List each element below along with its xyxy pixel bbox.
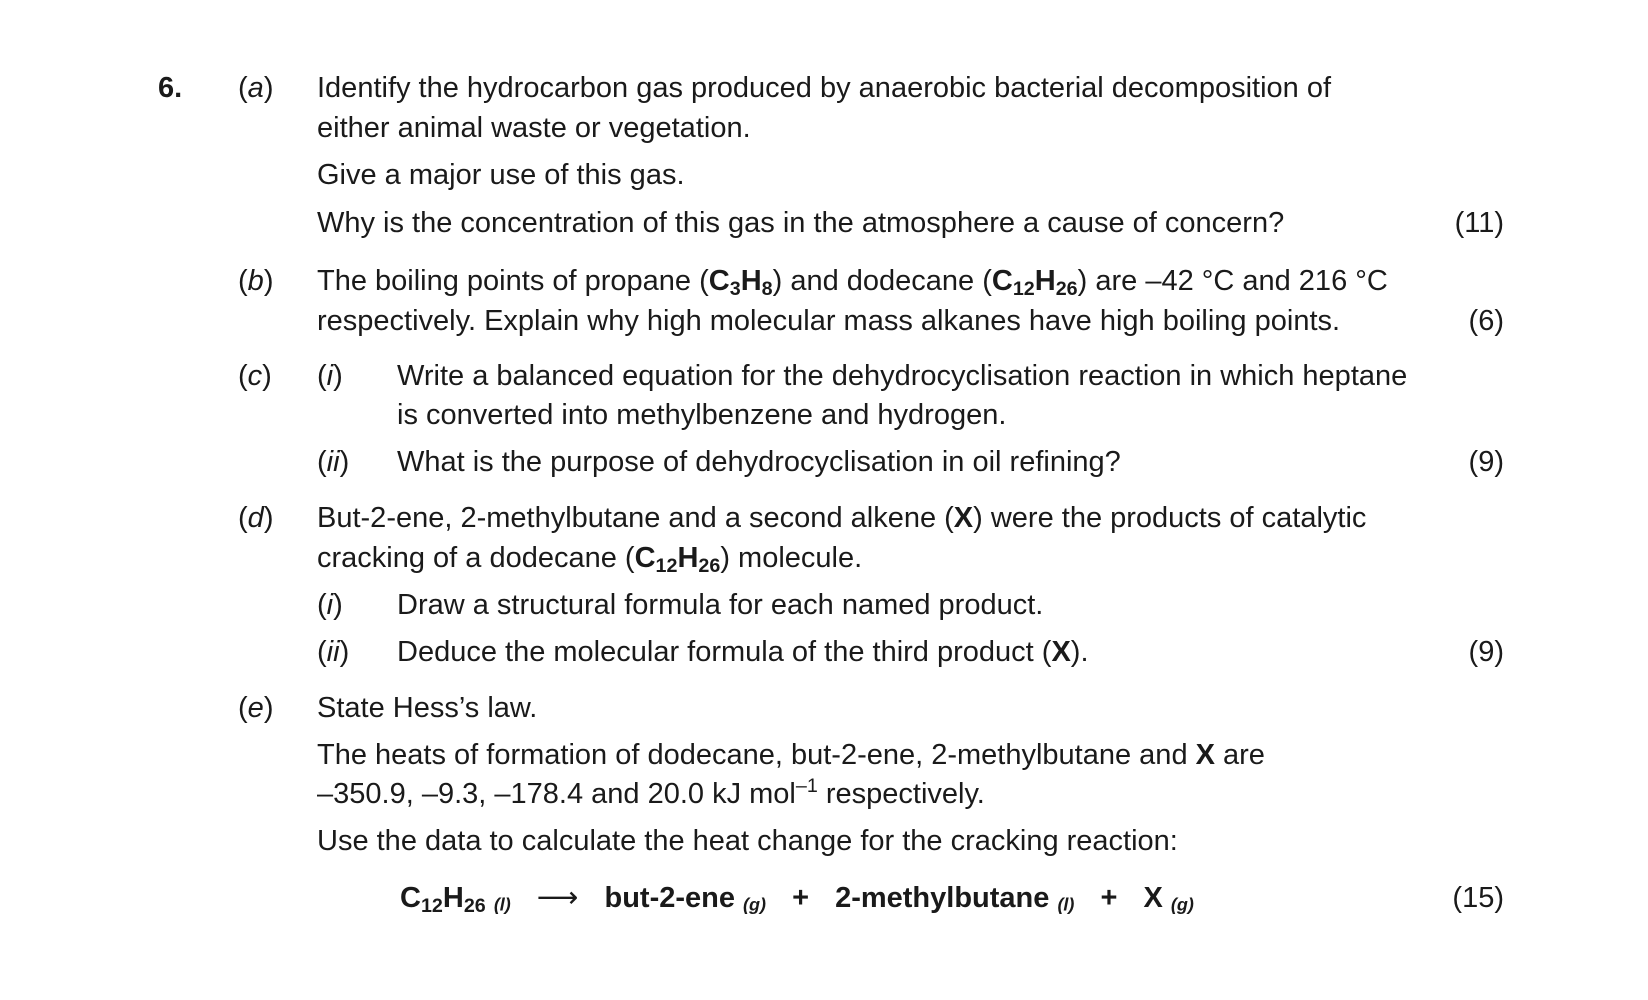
part-a-line-1: Identify the hydrocarbon gas produced by anaerobic bacterial decomposition of — [317, 72, 1332, 104]
dodecane-h-sub: 26 — [1055, 277, 1078, 300]
eq-product-3: X — [1143, 882, 1163, 914]
part-d-text-6: ). — [1070, 636, 1089, 668]
dodecane-c-sub: 12 — [1012, 277, 1035, 300]
part-b-line-2: respectively. Explain why high molecular mass alkanes have high boiling points. — [317, 305, 1341, 337]
part-d-marks: (9) — [1468, 636, 1504, 668]
eq-state-1: (l) — [493, 894, 511, 915]
part-d-i-numeral: i — [326, 589, 334, 621]
eq-state-2: (g) — [743, 894, 766, 915]
dodecane-h: H — [1034, 265, 1056, 297]
part-e-text-1: The heats of formation of dodecane, but-2-ene, 2-methylbutane and — [317, 739, 1196, 771]
part-e-label: (e) — [238, 692, 274, 724]
part-e-letter: e — [247, 692, 264, 724]
part-b-line-1 — [317, 261, 1388, 301]
mol-exponent: –1 — [795, 775, 818, 798]
dodecane-formula-d — [634, 542, 721, 577]
dodecane-d-c-sub: 12 — [655, 554, 678, 577]
part-e-line-4: Use the data to calculate the heat change for the cracking reaction: — [317, 825, 1178, 857]
part-d-line-2 — [317, 538, 862, 578]
reaction-arrow: ⟶ — [536, 882, 579, 914]
part-d-text-3: cracking of a dodecane ( — [317, 542, 635, 574]
part-d-text-5: Deduce the molecular formula of the third product ( — [397, 636, 1052, 668]
part-c-i-label: (i) — [317, 360, 343, 392]
part-a-line-2: either animal waste or vegetation. — [317, 112, 751, 144]
part-c-i-numeral: i — [326, 360, 334, 392]
part-a-label: (a) — [238, 72, 274, 104]
part-e-line-2 — [317, 735, 1265, 775]
part-e-marks: (15) — [1452, 882, 1504, 914]
propane-h: H — [740, 265, 762, 297]
part-c-i-line-1: Write a balanced equation for the dehydrocyclisation reaction in which heptane — [397, 360, 1408, 392]
part-c-ii-numeral: ii — [326, 446, 340, 478]
eq-plus-2: + — [1100, 882, 1118, 914]
eq-product-2: 2-methylbutane — [835, 882, 1050, 914]
dodecane-d-h-sub: 26 — [698, 554, 721, 577]
part-a-line-3: Give a major use of this gas. — [317, 159, 685, 191]
eq-product-1: but-2-ene — [604, 882, 735, 914]
part-d-line-1 — [317, 498, 1366, 538]
part-c-letter: c — [247, 360, 263, 392]
part-d-label: (d) — [238, 502, 274, 534]
alkene-x: X — [953, 502, 974, 534]
eq-h: H — [442, 882, 464, 914]
part-e-line-1: State Hess’s law. — [317, 692, 538, 724]
cracking-equation — [400, 878, 1194, 925]
part-b-text-3: ) are –42 °C and 216 °C — [1077, 265, 1388, 297]
eq-c: C — [400, 882, 421, 914]
eq-h-sub: 26 — [463, 894, 486, 917]
eq-plus-1: + — [792, 882, 809, 914]
part-e-line-3 — [317, 774, 985, 814]
eq-c-sub: 12 — [420, 894, 443, 917]
part-d-ii-numeral: ii — [326, 636, 340, 668]
part-c-marks: (9) — [1468, 446, 1504, 478]
part-d-ii-line — [397, 632, 1089, 672]
part-c-i-line-2: is converted into methylbenzene and hydrogen. — [397, 399, 1007, 431]
part-a-letter: a — [247, 72, 264, 104]
question-number: 6. — [158, 72, 183, 104]
part-e-text-3: –350.9, –9.3, –178.4 and 20.0 kJ mol — [317, 778, 796, 810]
part-e-text-4: respectively. — [817, 778, 985, 810]
dodecane-d-c: C — [634, 542, 656, 574]
part-d-text-2: ) were the products of catalytic — [973, 502, 1367, 534]
part-a-marks: (11) — [1454, 207, 1504, 239]
part-b-label: (b) — [238, 265, 274, 297]
part-d-i-label: (i) — [317, 589, 343, 621]
part-b-letter: b — [247, 265, 264, 297]
part-d-text-1: But-2-ene, 2-methylbutane and a second alkene ( — [317, 502, 954, 534]
part-d-i-line: Draw a structural formula for each named product. — [397, 589, 1044, 621]
propane-c: C — [708, 265, 730, 297]
dodecane-c: C — [991, 265, 1013, 297]
part-e-text-2: are — [1214, 739, 1265, 771]
part-b-marks: (6) — [1468, 305, 1504, 337]
part-d-letter: d — [247, 502, 264, 534]
part-a-line-4: Why is the concentration of this gas in the atmosphere a cause of concern? — [317, 207, 1285, 239]
part-b-text-2: ) and dodecane ( — [772, 265, 992, 297]
part-c-label: (c) — [238, 360, 272, 392]
eq-state-4: (g) — [1170, 894, 1194, 915]
part-c-ii-label: (ii) — [317, 446, 350, 478]
dodecane-d-h: H — [677, 542, 699, 574]
eq-state-3: (l) — [1057, 894, 1075, 915]
propane-c-sub: 3 — [729, 277, 741, 300]
part-d-ii-label: (ii) — [317, 636, 350, 668]
compound-x: X — [1195, 739, 1215, 771]
part-c-ii-line: What is the purpose of dehydrocyclisation in oil refining? — [397, 446, 1121, 478]
dodecane-formula — [991, 265, 1078, 300]
propane-h-sub: 8 — [761, 277, 773, 300]
part-b-text-1: The boiling points of propane ( — [317, 265, 709, 297]
propane-formula — [708, 265, 773, 300]
product-x: X — [1051, 636, 1071, 668]
part-d-text-4: ) molecule. — [720, 542, 863, 574]
